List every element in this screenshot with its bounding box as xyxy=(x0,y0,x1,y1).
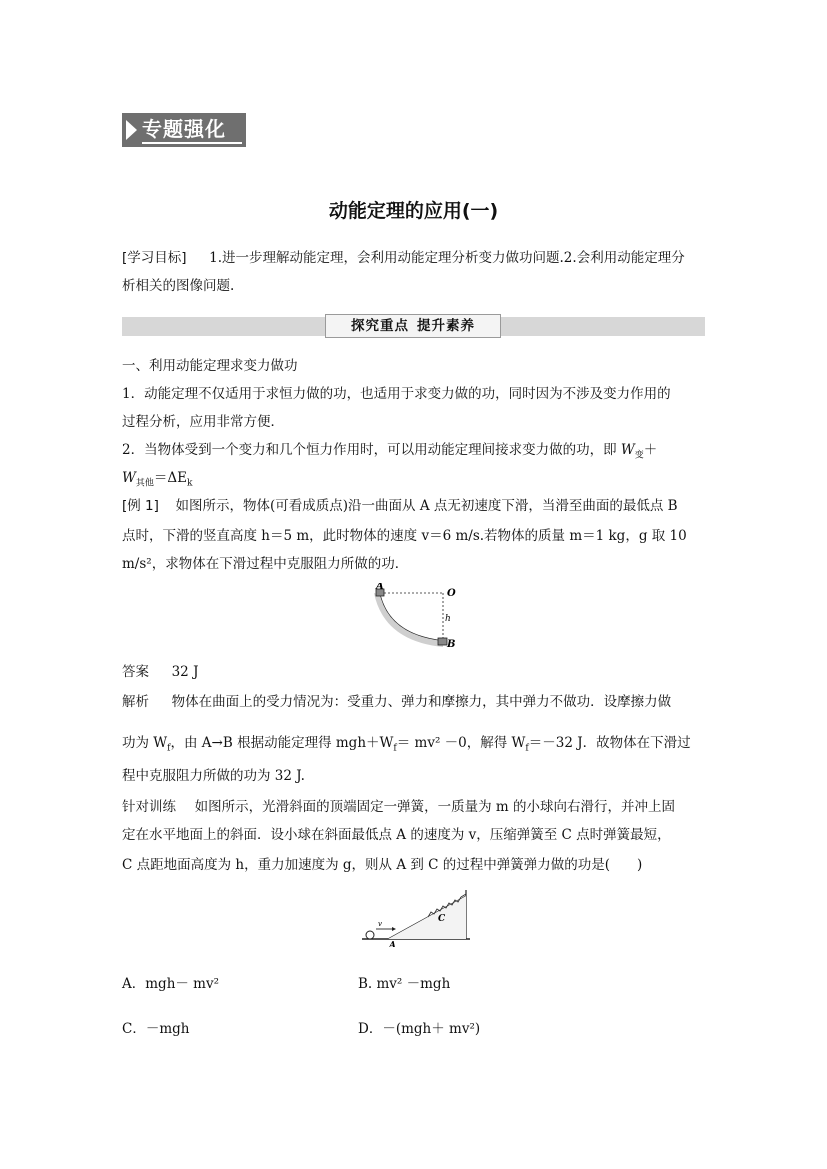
analysis-label: 解析 xyxy=(122,694,149,710)
analysis-2-sub1: f xyxy=(167,743,171,754)
practice-line1 xyxy=(122,797,675,817)
answer-line xyxy=(122,662,198,682)
answer-value: 32 J xyxy=(171,664,199,680)
example1-line1 xyxy=(122,496,678,516)
part1-p2-line1: 2．当物体受到一个变力和几个恒力作用时，可以用动能定理间接求变力做的功，即 $W_变+$ xyxy=(122,442,658,461)
label-h: h xyxy=(445,614,451,624)
part1-heading: 一、利用动能定理求变力做功 xyxy=(122,358,298,374)
analysis-2d: ＝－32 J．故物体在下滑过 xyxy=(528,735,691,751)
analysis-text-1: 物体在曲面上的受力情况为：受重力、弹力和摩擦力，其中弹力不做功．设摩擦力做 xyxy=(171,694,672,710)
option-a[interactable]: A．mgh－ mv² xyxy=(122,976,220,992)
goals-text-1: 1.进一步理解动能定理，会利用动能定理分析变力做功问题.2.会利用动能定理分 xyxy=(209,250,685,266)
practice-text-1: 如图所示，光滑斜面的顶端固定一弹簧，一质量为 m 的小球向右滑行，并冲上固 xyxy=(194,799,675,815)
goals-line-2: 析相关的图像问题. xyxy=(122,278,235,294)
analysis-2-sub2: f xyxy=(393,743,397,754)
part1-p1-line2: 过程分析，应用非常方便． xyxy=(122,414,284,430)
analysis-2-sub3: f xyxy=(525,743,529,754)
label-b: B xyxy=(447,639,456,650)
answer-label: 答案 xyxy=(122,664,149,680)
goals-label: [学习目标] xyxy=(122,250,187,266)
practice-line2: 定在水平地面上的斜面．设小球在斜面最低点 A 的速度为 v，压缩弹簧至 C 点时弹簧最短， xyxy=(122,827,671,843)
analysis-2c: ＝ mv² －0，解得 W xyxy=(396,735,526,751)
page-title: 动能定理的应用(一) xyxy=(328,200,499,222)
w-other-sub: 其他 xyxy=(135,478,154,489)
analysis-line1 xyxy=(122,692,671,712)
label-o: O xyxy=(447,588,456,599)
example1-line2: 点时，下滑的竖直高度 h＝5 m，此时物体的速度 v＝6 m/s.若物体的质量 m＝1 kg，g 取 10 xyxy=(122,528,687,544)
triangle-arrow-icon xyxy=(126,120,137,140)
velocity-arrow-head-icon xyxy=(392,927,396,931)
option-c[interactable]: C．－mgh xyxy=(122,1021,190,1037)
curved-slope-figure xyxy=(360,583,470,653)
part1-p2-line2: $W_{其他}=\Delta E_k$ xyxy=(122,470,193,489)
incline-spring-figure xyxy=(358,882,473,947)
section-title xyxy=(325,315,501,337)
analysis-2b: ，由 A→B 根据动能定理得 mgh＋W xyxy=(170,735,394,751)
delta-ek: ＝ΔE xyxy=(153,470,188,486)
label-c: C xyxy=(438,914,446,924)
block-b xyxy=(438,638,447,645)
ball xyxy=(366,931,374,939)
analysis-2a: 功为 W xyxy=(122,735,168,751)
example1-line3: m/s²，求物体在下滑过程中克服阻力所做的功． xyxy=(122,556,409,572)
part1-p2-text: 2．当物体受到一个变力和几个恒力作用时，可以用动能定理间接求变力做的功，即 xyxy=(122,442,617,458)
practice-line3: C 点距地面高度为 h，重力加速度为 g，则从 A 到 C 的过程中弹簧弹力做的功是( ) xyxy=(122,857,643,873)
goals-line-1 xyxy=(122,248,685,268)
ek-sub: k xyxy=(187,478,193,489)
practice-label: 针对训练 xyxy=(122,799,176,815)
label-a: A xyxy=(376,583,384,592)
example1-text-1: 如图所示，物体(可看成质点)沿一曲面从 A 点无初速度下滑，当滑至曲面的最低点 B xyxy=(175,498,678,514)
label-a2: A xyxy=(389,941,396,947)
badge-underline xyxy=(142,142,242,144)
analysis-line2 xyxy=(122,733,691,753)
option-d[interactable]: D．－(mgh＋ mv²) xyxy=(358,1021,481,1037)
topic-badge-label: 专题强化 xyxy=(142,117,226,141)
w-var-sub: 变 xyxy=(634,450,644,461)
example1-label: [例 1] xyxy=(122,498,159,514)
option-b[interactable]: B. mv² －mgh xyxy=(358,976,451,992)
section-title-left: 探究重点 xyxy=(351,318,409,334)
analysis-line3: 程中克服阻力所做的功为 32 J. xyxy=(122,768,305,784)
part1-p1-line1: 1．动能定理不仅适用于求恒力做的功，也适用于求变力做的功，同时因为不涉及变力作用的 xyxy=(122,386,671,402)
section-title-right: 提升素养 xyxy=(417,318,475,334)
label-v: v xyxy=(378,920,382,928)
